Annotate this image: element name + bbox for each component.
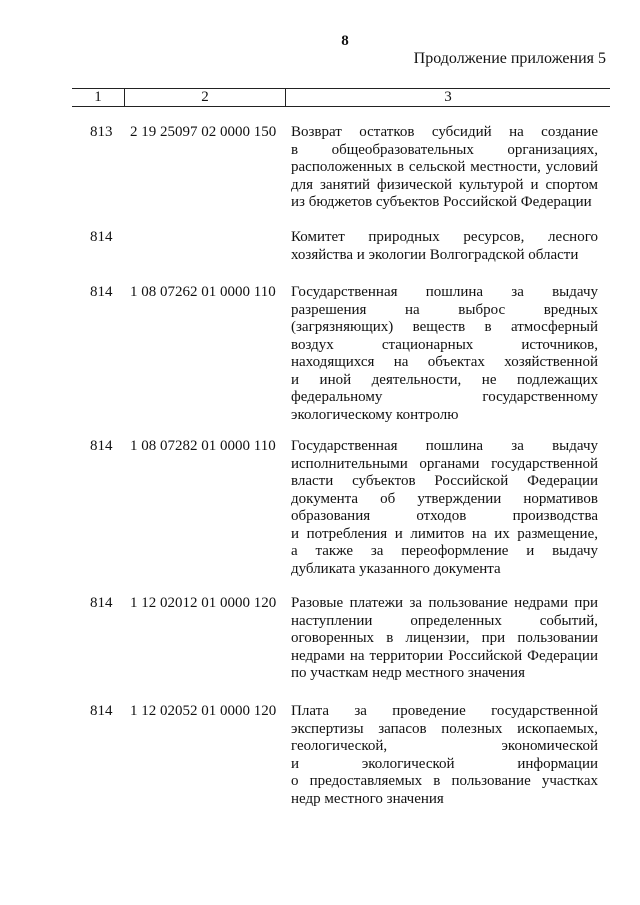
description-line: хозяйства и экологии Волгоградской области bbox=[291, 246, 579, 263]
admin-code: 814 bbox=[90, 438, 113, 454]
admin-code: 814 bbox=[90, 595, 113, 611]
description-line: (загрязняющих) веществ в атмосферный bbox=[291, 319, 598, 335]
header-col-3: 3 bbox=[285, 89, 610, 106]
revenue-description bbox=[291, 595, 598, 683]
description-line: находящихся на объектах хозяйственной bbox=[291, 354, 598, 370]
description-line: геологической, экономической bbox=[291, 738, 598, 754]
description-line: дубликата указанного документа bbox=[291, 560, 501, 577]
description-line: Комитет природных ресурсов, лесного bbox=[291, 229, 598, 245]
description-line: экологическому контролю bbox=[291, 406, 459, 423]
description-line: недр местного значения bbox=[291, 790, 444, 807]
description-line: и экологической информации bbox=[291, 755, 598, 772]
description-line: а также за переоформление и выдачу bbox=[291, 543, 598, 559]
admin-code: 813 bbox=[90, 124, 113, 140]
budget-classification-code: 2 19 25097 02 0000 150 bbox=[130, 124, 277, 140]
description-line: Плата за проведение государственной bbox=[291, 703, 598, 719]
description-line: о предоставляемых в пользование участках bbox=[291, 773, 598, 789]
budget-classification-code: 1 08 07262 01 0000 110 bbox=[130, 284, 276, 300]
description-line: оговоренных в лицензии, при пользовании bbox=[291, 630, 598, 646]
page-number: 8 bbox=[341, 33, 349, 49]
header-col-1: 1 bbox=[94, 89, 102, 105]
description-line: для занятий физической культурой и спортом bbox=[291, 176, 598, 193]
description-line: в общеобразовательных организациях, bbox=[291, 141, 598, 158]
description-line: расположенных в сельской местности, условий bbox=[291, 159, 598, 175]
description-line: и иной деятельности, не подлежащих bbox=[291, 371, 598, 388]
description-line: недрами на территории Российской Федерации bbox=[291, 647, 598, 664]
description-line: Возврат остатков субсидий на создание bbox=[291, 124, 598, 140]
description-line: федеральному государственному bbox=[291, 389, 598, 405]
revenue-description bbox=[291, 124, 598, 212]
header-col-2: 2 bbox=[124, 89, 285, 106]
admin-code: 814 bbox=[90, 229, 113, 245]
description-line: исполнительными органами государственной bbox=[291, 455, 598, 472]
admin-code: 814 bbox=[90, 284, 113, 300]
description-line: Государственная пошлина за выдачу bbox=[291, 438, 598, 454]
table-header-row bbox=[72, 88, 610, 107]
budget-classification-code: 1 08 07282 01 0000 110 bbox=[130, 438, 276, 454]
revenue-description bbox=[291, 229, 598, 264]
description-line: из бюджетов субъектов Российской Федерации bbox=[291, 194, 592, 210]
description-line: документа об утверждении нормативов bbox=[291, 490, 598, 507]
budget-classification-code: 1 12 02052 01 0000 120 bbox=[130, 703, 277, 719]
description-line: образования отходов производства bbox=[291, 508, 598, 524]
admin-code: 814 bbox=[90, 703, 113, 719]
appendix-continuation-label: Продолжение приложения 5 bbox=[413, 50, 606, 67]
description-line: и потребления и лимитов на их размещение, bbox=[291, 525, 598, 542]
revenue-description bbox=[291, 284, 598, 424]
description-line: наступлении определенных событий, bbox=[291, 612, 598, 629]
description-line: Разовые платежи за пользование недрами при bbox=[291, 595, 598, 611]
description-line: по участкам недр местного значения bbox=[291, 665, 525, 681]
budget-classification-code: 1 12 02012 01 0000 120 bbox=[130, 595, 277, 611]
description-line: Государственная пошлина за выдачу bbox=[291, 284, 598, 300]
revenue-description bbox=[291, 703, 598, 808]
description-line: разрешения на выброс вредных bbox=[291, 301, 598, 318]
revenue-description bbox=[291, 438, 598, 578]
description-line: воздух стационарных источников, bbox=[291, 336, 598, 353]
description-line: власти субъектов Российской Федерации bbox=[291, 473, 598, 489]
description-line: экспертизы запасов полезных ископаемых, bbox=[291, 720, 598, 737]
